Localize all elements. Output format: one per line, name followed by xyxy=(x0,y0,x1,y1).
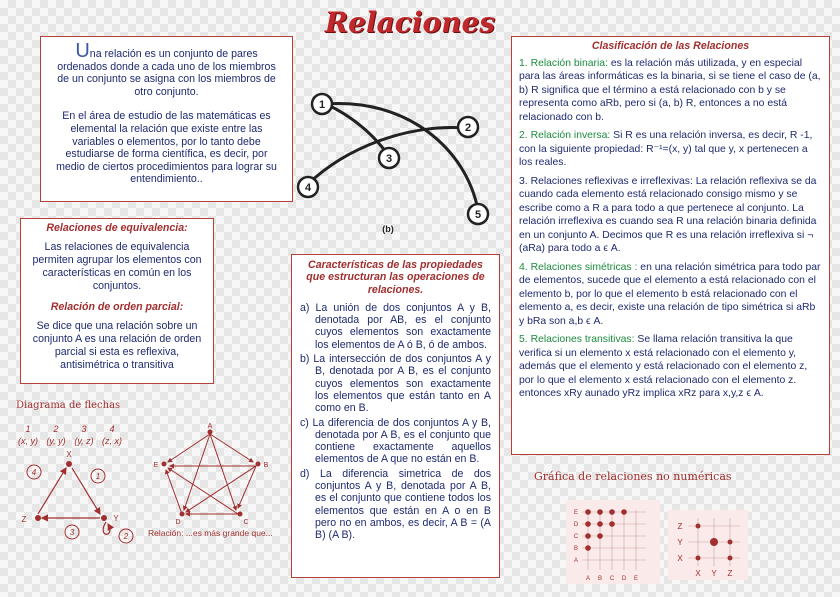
property-item: c) La diferencia de dos conjuntos A y B, denotada por A B, es el conjunto que contiene exactamente aquellos elementos de A que no están en B. xyxy=(300,416,491,466)
classification-item: 3. Relaciones reflexivas e irreflexivas: La relación reflexiva se da cuando cada elemento está relacionado consigo mismo y se escribe como a R a para todo a que pertenece al conjunto. La relación irreflexiva es cuando sea R una relación binaria definida en un conjunto A. Decimos que R es una relación irreflexiva si ¬ (aRa) para todo a ϵ A. xyxy=(519,175,817,254)
properties-heading: Características de las propiedades que estructuran las operaciones de relaciones. xyxy=(306,259,485,296)
node-z xyxy=(35,515,41,521)
svg-text:Z: Z xyxy=(677,522,683,531)
edge-number: 1 xyxy=(95,472,101,481)
arrow-z-x xyxy=(38,468,66,514)
graph-edge-1-5 xyxy=(326,104,478,210)
pentagon-node-c: C xyxy=(243,519,249,526)
intro-paragraph-2: En el área de estudio de las matemáticas es elemental la relación que existe entre las variables o elementos, por lo tanto debe estudiarse de forma científica, es decir, por medio de ciertos procedimientos para lograr su entendimiento.. xyxy=(56,110,277,186)
svg-text:C: C xyxy=(609,576,615,582)
edge-number: 4 xyxy=(31,468,37,477)
intro-paragraph-1 xyxy=(53,40,280,98)
pair-label: (y, y) xyxy=(46,436,66,446)
svg-text:1: 1 xyxy=(318,99,326,111)
svg-text:B: B xyxy=(573,546,579,552)
node-label-z: Z xyxy=(21,515,27,524)
intro-text-1: na relación es un conjunto de pares ordenados donde a cada uno de los miembros de un conjunto se asigna con los miembros de otro conjunto. xyxy=(57,48,276,98)
node-y xyxy=(101,515,107,521)
svg-text:Y: Y xyxy=(677,538,683,547)
svg-text:2: 2 xyxy=(464,122,472,134)
graph-node-4 xyxy=(298,177,318,197)
pair-label: (y, z) xyxy=(74,436,94,446)
svg-text:Y: Y xyxy=(711,569,717,578)
svg-text:A: A xyxy=(573,558,579,564)
arrow-diagram-label: Diagrama de flechas xyxy=(16,400,121,411)
loop-y xyxy=(103,522,110,534)
pentagon-node-d: D xyxy=(175,519,181,526)
svg-text:X: X xyxy=(677,554,683,563)
property-item: b) La intersección de dos conjuntos A y B, denotada por A B, es el conjunto cuyos elementos son exactamente los elementos que están tanto en A como en B. xyxy=(300,353,491,415)
page-title: Relaciones xyxy=(324,6,496,39)
pair-number: 1 xyxy=(25,424,31,434)
svg-text:C: C xyxy=(573,534,579,540)
edge-number: 3 xyxy=(69,528,75,537)
pair-number: 4 xyxy=(109,424,115,434)
partial-order-text: Se dice que una relación sobre un conjunto A es una relación de orden parcial si esta es reflexiva, antisimétrica o transitiva xyxy=(32,320,202,371)
pentagon-caption: Relación: ...es más grande que... xyxy=(148,528,273,538)
pair-label: (x, y) xyxy=(18,436,38,446)
node-label-y: Y xyxy=(113,514,119,523)
graph-node-5 xyxy=(468,204,488,224)
classification-item: 1. Relación binaria: es la relación más utilizada, y en especial para las áreas informáticas es la binaria, si se tiene el caso de (a, b) R significa que el término a está relacionado con b y se representa como aRb, pero si (a, b) R, entonces a no está relacionado con b. xyxy=(519,57,821,123)
equivalence-text: Las relaciones de equivalencia permiten agrupar los elementos con características en común en los conjuntos. xyxy=(32,241,202,292)
intro-box xyxy=(40,36,293,202)
classification-box xyxy=(511,36,830,455)
equivalence-box xyxy=(20,218,214,384)
property-item: d) La diferencia simetrica de dos conjuntos A y B, denotada por A B, es el conjunto que contiene todos los elementos que están en A o en B pero no en ambos, es decir, A B = (A B) (A B). xyxy=(300,467,491,542)
arrow-diagram xyxy=(12,420,142,548)
equivalence-heading: Relaciones de equivalencia: xyxy=(46,222,188,234)
pair-number: 2 xyxy=(53,424,59,434)
pentagon-node-e: E xyxy=(153,462,159,469)
svg-text:B: B xyxy=(597,576,603,582)
graph-node-3 xyxy=(379,148,399,168)
non-numeric-grid-2 xyxy=(668,510,748,580)
non-numeric-grid-1 xyxy=(566,500,660,584)
graph-node-2 xyxy=(458,117,478,137)
classification-heading: Clasificación de las Relaciones xyxy=(591,40,750,52)
partial-order-heading: Relación de orden parcial: xyxy=(50,301,184,313)
pair-label: (z, x) xyxy=(102,436,122,446)
pentagon-diagram xyxy=(146,420,280,548)
svg-text:D: D xyxy=(621,576,627,582)
graph-edge-1-3 xyxy=(326,104,389,156)
relation-graph-b xyxy=(296,88,496,236)
graph-node-1 xyxy=(312,94,332,114)
pentagon-node-a: A xyxy=(207,423,213,430)
node-x xyxy=(66,461,72,467)
svg-text:3: 3 xyxy=(385,153,393,165)
properties-box xyxy=(291,254,500,578)
property-item: a) La unión de dos conjuntos A y B, denotada por AB, es el conjunto cuyos elementos son exactamente los elementos de A ó B, ó de ambos. xyxy=(300,301,491,351)
non-numeric-label: Gráfica de relaciones no numéricas xyxy=(534,470,732,483)
svg-text:E: E xyxy=(633,576,639,582)
graph-caption: (b) xyxy=(382,224,394,234)
classification-item: 5. Relaciones transitivas: Se llama relación transitiva la que verifica si un elemento x está relacionado con el elemento y, además que el elemento y está relacionado con el elemento z, por lo que el elemento x está relacionado con el elemento z. entonces xRy aunado yRz implica xRz para x,y,z ϵ A. xyxy=(519,334,808,399)
classification-item: 2. Relación inversa: Si R es una relación inversa, es decir, R -1, con la siguiente propiedad: R⁻¹=(x, y) tal que y, x pertenecen a los reales. xyxy=(519,130,813,168)
svg-text:E: E xyxy=(573,510,579,516)
drop-cap: U xyxy=(75,40,90,62)
pentagon-node-b: B xyxy=(263,462,269,469)
node-label-x: X xyxy=(66,450,72,459)
svg-text:D: D xyxy=(573,522,579,528)
svg-text:5: 5 xyxy=(474,209,482,221)
svg-text:Z: Z xyxy=(727,569,733,578)
pair-number: 3 xyxy=(81,424,87,434)
svg-text:4: 4 xyxy=(304,182,312,194)
svg-text:X: X xyxy=(695,569,701,578)
edge-number: 2 xyxy=(123,532,129,541)
classification-item: 4. Relaciones simétricas : en una relación simétrica para todo par de elementos, sucede que el elemento a está relacionado con el elemento b, por lo que el elemento b está relacionado con el elemento a, es decir, existe una relación de tipo simétrica si aRb y bRa son a,b ϵ A. xyxy=(519,261,821,327)
svg-text:A: A xyxy=(585,576,591,582)
